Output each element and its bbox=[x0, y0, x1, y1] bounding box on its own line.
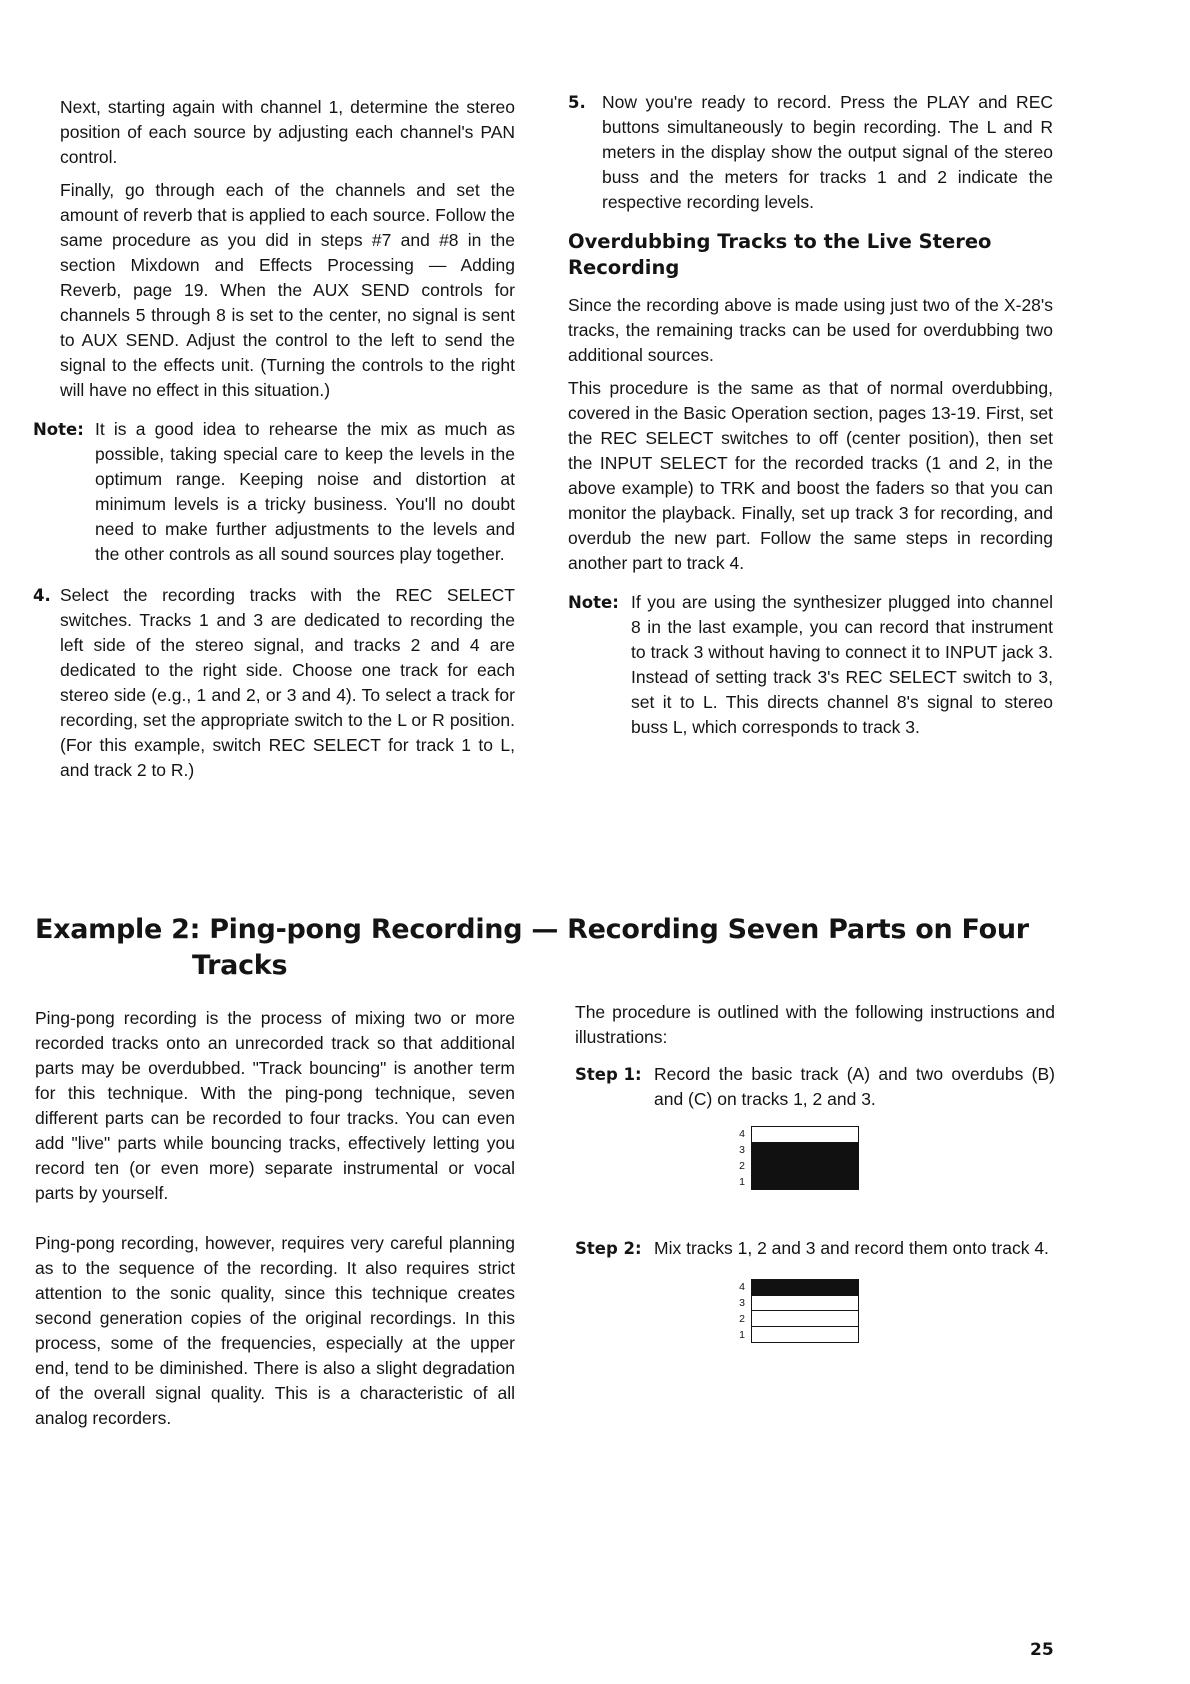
page-number: 25 bbox=[1030, 1640, 1054, 1660]
step-text: Now you're ready to record. Press the PLAY and REC buttons simultaneously to begin recording. The L and R meters in the display show the output signal of the stereo buss and the meters for tracks 1 and 2 indicate the respective recording levels. bbox=[602, 92, 1053, 212]
track-1-bar bbox=[752, 1327, 858, 1343]
section-heading-overdubbing: Overdubbing Tracks to the Live Stereo Recording bbox=[568, 230, 992, 279]
note-synthesizer bbox=[568, 590, 1053, 740]
left-top-column bbox=[33, 95, 515, 783]
step-number: 5. bbox=[568, 93, 586, 112]
step-text: Mix tracks 1, 2 and 3 and record them onto track 4. bbox=[654, 1238, 1049, 1258]
track-number-labels bbox=[735, 1279, 749, 1343]
step-5 bbox=[568, 90, 1053, 215]
paragraph-overdubbing-2: This procedure is the same as that of normal overdubbing, covered in the Basic Operation section, pages 13-19. First, set the REC SELECT switches to off (center position), then set the INPUT SELECT for the recorded tracks (1 and 2, in the above example) to TRK and boost the faders so that you can monitor the playback. Finally, set up track 3 for recording, and overdub the new part. Follow the same steps in recording another part to track 4. bbox=[568, 378, 1053, 573]
note-text: It is a good idea to rehearse the mix as much as possible, taking special care to keep the levels in the optimum range. Keeping noise and distortion at minimum levels is a tricky business. You'll no doubt need to make further adjustments to the levels and the other controls as all sound sources play together. bbox=[95, 419, 515, 564]
step-2 bbox=[575, 1236, 1055, 1261]
paragraph-procedure-intro: The procedure is outlined with the following instructions and illustrations: bbox=[575, 1002, 1055, 1047]
track-label: 1 bbox=[739, 1329, 745, 1341]
right-bottom-column bbox=[575, 1000, 1055, 1349]
track-label: 2 bbox=[739, 1160, 745, 1172]
note-rehearse bbox=[33, 417, 515, 567]
step-1 bbox=[575, 1062, 1055, 1112]
paragraph-overdubbing-1: Since the recording above is made using just two of the X-28's tracks, the remaining tracks can be used for overdubbing two additional sources. bbox=[568, 295, 1053, 365]
track-box bbox=[751, 1126, 859, 1190]
section-title bbox=[35, 912, 1115, 984]
track-label: 2 bbox=[739, 1313, 745, 1325]
track-box bbox=[751, 1279, 859, 1343]
section-title-line1: Example 2: Ping-pong Recording — Recording Seven Parts on Four bbox=[35, 914, 1029, 945]
paragraph-reverb: Finally, go through each of the channels and set the amount of reverb that is applied to each source. Follow the same procedure as you did in steps #7 and #8 in the section Mixdown and Effects Processing — Adding Reverb, page 19. When the AUX SEND controls for channels 5 through 8 is set to the center, no signal is sent to AUX SEND. Adjust the control to the left to send the signal to the effects unit. (Turning the controls to the right will have no effect in this situation.) bbox=[60, 180, 515, 400]
section-title-line2: Tracks bbox=[192, 950, 288, 981]
paragraph-ping-pong-planning: Ping-pong recording, however, requires very careful planning as to the sequence of the recording. It also requires strict attention to the sonic quality, since this technique creates second generation copies of the original recordings. In this process, some of the frequencies, especially at the upper end, tend to be diminished. There is also a slight degradation of the overall signal quality. This is a characteristic of all analog recorders. bbox=[35, 1233, 515, 1428]
track-number-labels bbox=[735, 1126, 749, 1190]
step-text: Select the recording tracks with the REC SELECT switches. Tracks 1 and 3 are dedicated to recording the left side of the stereo signal, and tracks 2 and 4 are dedicated to the right side. Choose one track for each stereo side (e.g., 1 and 2, or 3 and 4). To select a track for recording, set the appropriate switch to the L or R position. (For this example, switch REC SELECT for track 1 to L, and track 2 to R.) bbox=[60, 585, 515, 780]
track-diagram-step1 bbox=[735, 1126, 1055, 1196]
track-label: 4 bbox=[739, 1281, 745, 1293]
left-bottom-column bbox=[35, 1006, 515, 1431]
track-4-bar bbox=[752, 1280, 858, 1296]
track-label: 4 bbox=[739, 1128, 745, 1140]
paragraph-ping-pong-intro: Ping-pong recording is the process of mixing two or more recorded tracks onto an unrecorded track so that additional parts may be overdubbed. "Track bouncing" is another term for this technique. With the ping-pong technique, seven different parts can be recorded to four tracks. You can even add "live" parts while bouncing tracks, effectively letting you record ten (or even more) separate instrumental or vocal parts by yourself. bbox=[35, 1008, 515, 1203]
note-text: If you are using the synthesizer plugged into channel 8 in the last example, you can record that instrument to track 3 without having to connect it to INPUT jack 3. Instead of setting track 3's REC SELECT switch to 3, set it to L. This directs channel 8's signal to stereo buss L, which corresponds to track 3. bbox=[631, 592, 1053, 737]
paragraph-pan: Next, starting again with channel 1, determine the stereo position of each source by adjusting each channel's PAN control. bbox=[60, 97, 515, 167]
step-text: Record the basic track (A) and two overdubs (B) and (C) on tracks 1, 2 and 3. bbox=[654, 1064, 1055, 1109]
track-diagram-step2 bbox=[735, 1279, 1055, 1349]
track-2-bar bbox=[752, 1311, 858, 1327]
step-number: 4. bbox=[33, 586, 51, 605]
track-3-bar bbox=[752, 1296, 858, 1312]
track-label: 1 bbox=[739, 1176, 745, 1188]
track-2-bar bbox=[752, 1158, 858, 1174]
track-3-bar bbox=[752, 1143, 858, 1159]
step-label: Step 2: bbox=[575, 1239, 642, 1258]
track-4-bar bbox=[752, 1127, 858, 1143]
track-1-bar bbox=[752, 1174, 858, 1190]
track-label: 3 bbox=[739, 1297, 745, 1309]
note-label: Note: bbox=[568, 593, 619, 612]
track-label: 3 bbox=[739, 1144, 745, 1156]
note-label: Note: bbox=[33, 420, 84, 439]
step-4 bbox=[33, 583, 515, 783]
step-label: Step 1: bbox=[575, 1065, 642, 1084]
right-top-column bbox=[568, 90, 1053, 740]
